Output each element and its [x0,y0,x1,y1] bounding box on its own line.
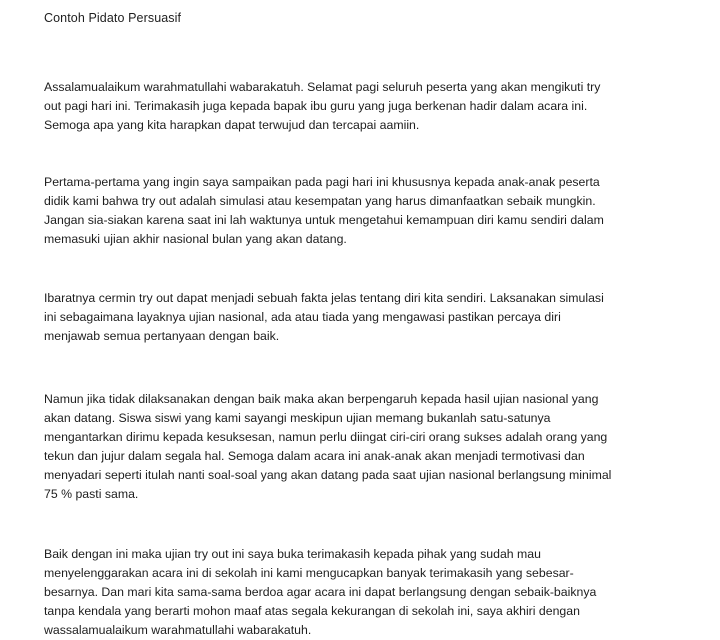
text-line: didik kami bahwa try out adalah simulasi atau kesempatan yang harus dimanfaatkan sebaik mungkin. [44,194,596,208]
text-line: out pagi hari ini. Terimakasih juga kepada bapak ibu guru yang juga berkenan hadir dalam acara ini. [44,99,588,113]
text-line: Pertama-pertama yang ingin saya sampaikan pada pagi hari ini khususnya kepada anak-anak peserta [44,175,600,189]
text-line: ini sebagaimana layaknya ujian nasional, ada atau tiada yang mengawasi pastikan percaya diri [44,310,561,324]
paragraph-motivation [44,390,684,504]
text-line: menyelenggarakan acara ini di sekolah ini kami mengucapkan banyak terimakasih yang sebesar- [44,566,574,580]
text-line: menyadari seperti itulah nanti soal-soal yang akan datang pada saat ujian nasional berlangsung minimal [44,468,612,482]
text-line: akan datang. Siswa siswi yang kami sayangi meskipun ujian memang bukanlah satu-satunya [44,411,551,425]
text-line: wassalamualaikum warahmatullahi wabarakatuh. [44,623,312,637]
text-line: Baik dengan ini maka ujian try out ini saya buka terimakasih kepada pihak yang sudah mau [44,547,541,561]
paragraph-mirror [44,289,684,346]
paragraph-greeting [44,78,684,135]
text-line: Ibaratnya cermin try out dapat menjadi sebuah fakta jelas tentang diri kita sendiri. Laksanakan simulasi [44,291,604,305]
text-line: mengantarkan dirimu kepada kesuksesan, namun perlu diingat ciri-ciri orang sukses adalah orang yang [44,430,608,444]
text-line: tanpa kendala yang berarti mohon maaf atas segala kekurangan di sekolah ini, saya akhiri dengan [44,604,580,618]
text-line: menjawab semua pertanyaan dengan baik. [44,329,280,343]
text-line: besarnya. Dan mari kita sama-sama berdoa agar acara ini dapat berlangsung dengan sebaik-baiknya [44,585,597,599]
text-line: Namun jika tidak dilaksanakan dengan baik maka akan berpengaruh kepada hasil ujian nasional yang [44,392,599,406]
paragraph-closing [44,545,684,640]
document-title: Contoh Pidato Persuasif [44,11,182,25]
paragraph-opening [44,173,684,249]
text-line: 75 % pasti sama. [44,487,139,501]
text-line: tekun dan jujur dalam segala hal. Semoga dalam acara ini anak-anak akan menjadi termotivasi dan [44,449,585,463]
text-line: memasuki ujian akhir nasional bulan yang akan datang. [44,232,347,246]
text-line: Semoga apa yang kita harapkan dapat terwujud dan tercapai aamiin. [44,118,420,132]
text-line: Assalamualaikum warahmatullahi wabarakatuh. Selamat pagi seluruh peserta yang akan mengikuti try [44,80,601,94]
text-line: Jangan sia-siakan karena saat ini lah waktunya untuk mengetahui kemampuan diri kamu sendiri dalam [44,213,604,227]
